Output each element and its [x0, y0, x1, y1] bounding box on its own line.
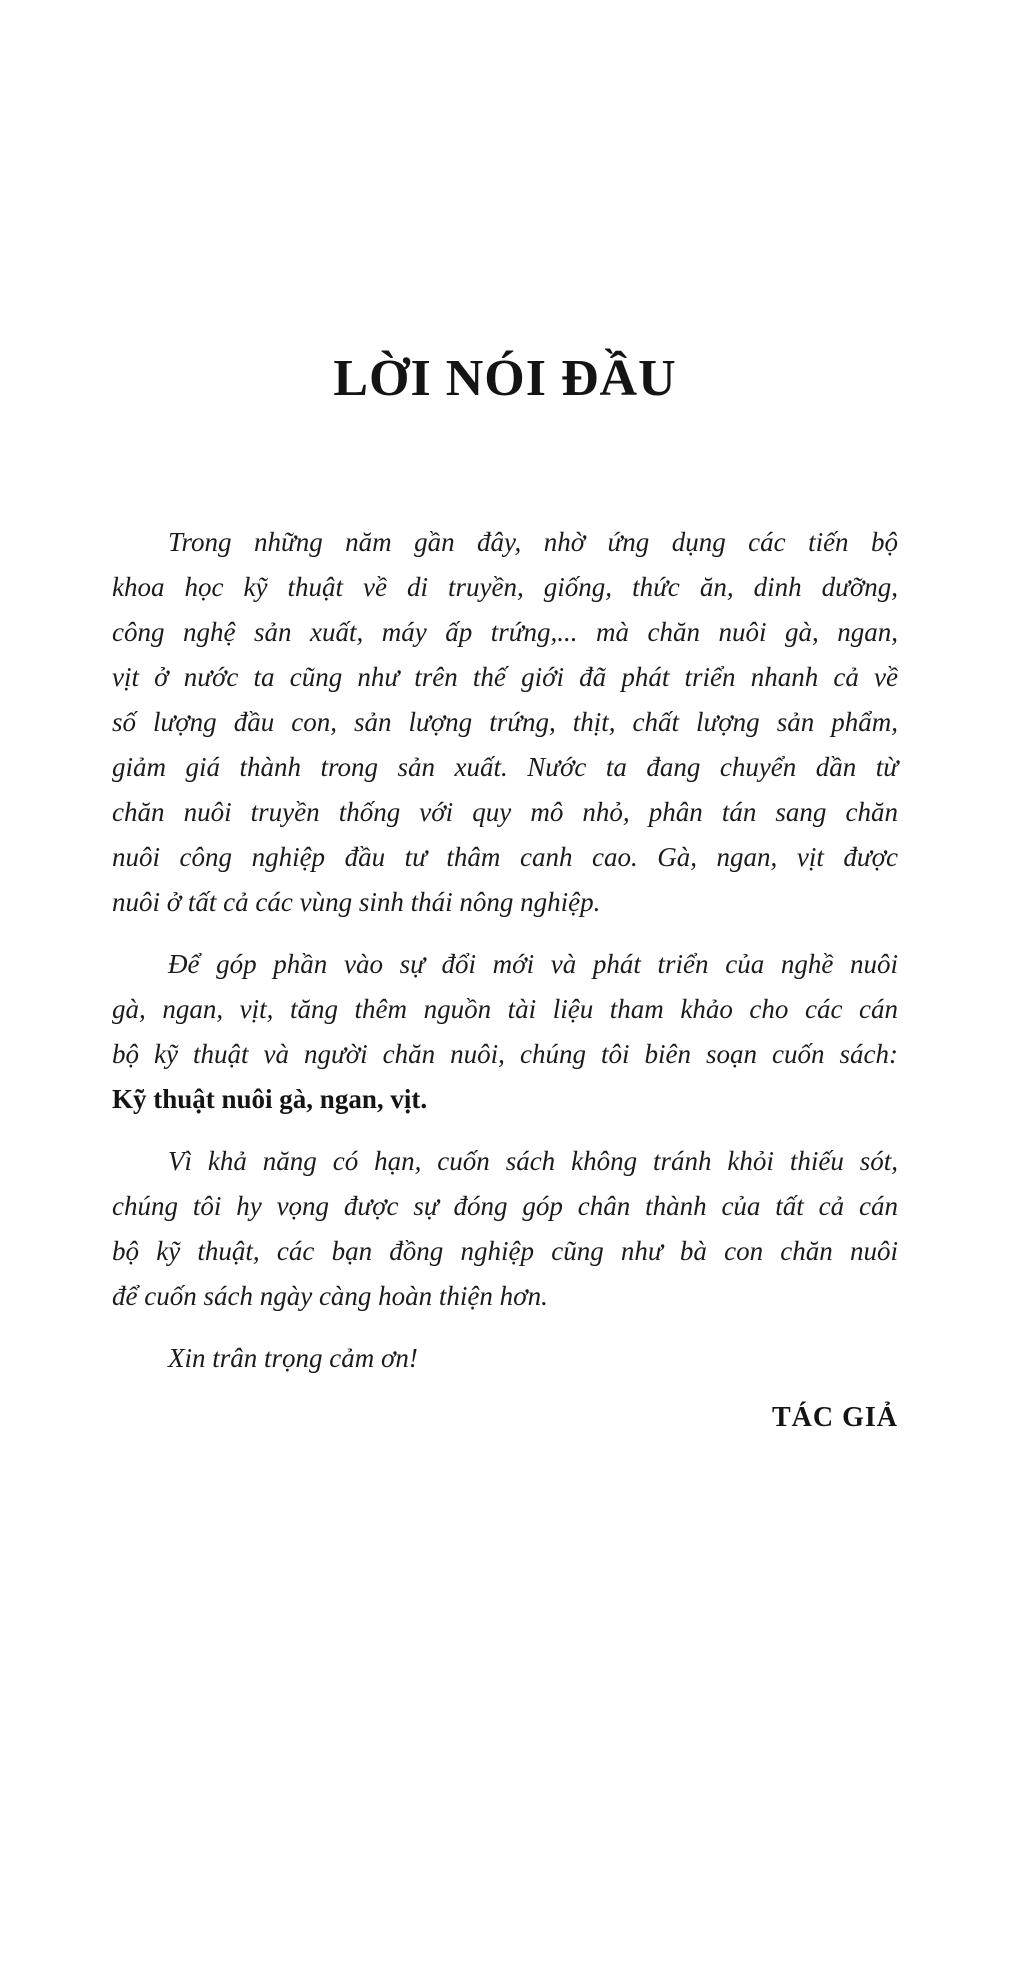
text-line: công nghệ sản xuất, máy ấp trứng,... mà chăn nuôi gà, ngan,: [112, 617, 898, 647]
text-line: khoa học kỹ thuật về di truyền, giống, thức ăn, dinh dưỡng,: [112, 572, 898, 602]
text-line: Vì khả năng có hạn, cuốn sách không tránh khỏi thiếu sót,: [168, 1146, 898, 1176]
text-line: Để góp phần vào sự đổi mới và phát triển của nghề nuôi: [168, 949, 898, 979]
book-page: [0, 348, 1025, 1962]
paragraph-4: [112, 1336, 898, 1381]
text-line: Kỹ thuật nuôi gà, ngan, vịt.: [112, 1084, 428, 1114]
text-line: nuôi ở tất cả các vùng sinh thái nông nghiệp.: [112, 887, 601, 917]
paragraph-3: [112, 1139, 898, 1319]
text-line: chúng tôi hy vọng được sự đóng góp chân thành của tất cả cán: [112, 1191, 898, 1221]
text-line: Xin trân trọng cảm ơn!: [168, 1343, 418, 1373]
author-signature: TÁC GIẢ: [771, 1402, 898, 1433]
text-line: số lượng đầu con, sản lượng trứng, thịt, chất lượng sản phẩm,: [112, 707, 898, 737]
paragraph-1: [112, 520, 898, 925]
text-line: bộ kỹ thuật và người chăn nuôi, chúng tôi biên soạn cuốn sách:: [112, 1039, 898, 1069]
page-title: LỜI NÓI ĐẦU: [333, 350, 677, 407]
text-line: vịt ở nước ta cũng như trên thế giới đã phát triển nhanh cả về: [112, 662, 898, 692]
text-line: gà, ngan, vịt, tăng thêm nguồn tài liệu tham khảo cho các cán: [112, 994, 898, 1024]
text-line: bộ kỹ thuật, các bạn đồng nghiệp cũng như bà con chăn nuôi: [112, 1236, 898, 1266]
text-line: chăn nuôi truyền thống với quy mô nhỏ, phân tán sang chăn: [112, 797, 898, 827]
text-line: nuôi công nghiệp đầu tư thâm canh cao. Gà, ngan, vịt được: [112, 842, 898, 872]
text-line: Trong những năm gần đây, nhờ ứng dụng các tiến bộ: [168, 527, 898, 557]
paragraphs: [112, 520, 898, 1381]
paragraph-2: [112, 942, 898, 1122]
text-line: giảm giá thành trong sản xuất. Nước ta đang chuyển dần từ: [112, 752, 898, 782]
text-line: để cuốn sách ngày càng hoàn thiện hơn.: [112, 1281, 548, 1311]
